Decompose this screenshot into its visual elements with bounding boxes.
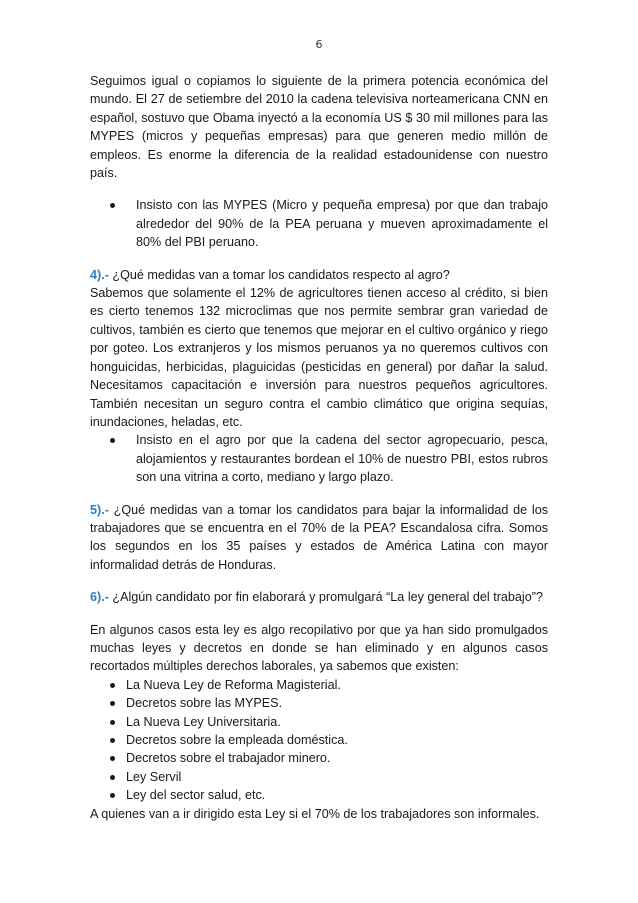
bullet-icon <box>110 793 115 798</box>
bullet-icon <box>110 775 115 780</box>
closing-line: A quienes van a ir dirigido esta Ley si el 70% de los trabajadores son informales. <box>90 806 540 821</box>
question-text: ¿Algún candidato por fin elaborará y promulgará “La ley general del trabajo”? <box>108 590 543 605</box>
bullet-icon <box>110 720 115 725</box>
law-paragraph: En algunos casos esta ley es algo recopilativo por que ya han sido promulgados muchas leyes y decretos en donde se han eliminado y en algunos casos recortados múltiples derechos laborales, ya sabemos que existen: <box>90 622 548 674</box>
bullet-text: Ley del sector salud, etc. <box>126 788 266 803</box>
question-number: 4).- <box>90 267 109 282</box>
bullet-icon <box>110 683 115 688</box>
bullet-icon <box>110 738 115 743</box>
bullet-icon <box>110 701 115 706</box>
list-item <box>98 768 548 786</box>
bullet-text: Insisto en el agro por que la cadena del sector agropecuario, pesca, alojamientos y restaurantes bordean el 10% de nuestro PBI, estos rubros son una vitrina a corto, mediano y largo plazo. <box>136 433 548 485</box>
question-number: 5).- <box>90 502 109 517</box>
bullet-text: Decretos sobre las MYPES. <box>126 696 283 711</box>
list-item <box>98 713 548 731</box>
list-item <box>98 431 548 486</box>
bullet-text: Decretos sobre el trabajador minero. <box>126 751 331 766</box>
agro-bullet-list <box>98 431 548 486</box>
bullet-text: Insisto con las MYPES (Micro y pequeña empresa) por que dan trabajo alrededor del 90% de la PEA peruana y mueven aproximadamente el 80% del PBI peruano. <box>136 198 548 250</box>
agro-paragraph: Sabemos que solamente el 12% de agricultores tienen acceso al crédito, si bien es cierto tenemos 132 microclimas que nos permite sembrar gran variedad de cultivos, también es cierto que tenemos que mejorar en el cultivo orgánico y riego por goteo. Los extranjeros y los mismos peruanos ya no queremos cultivos con honguicidas, herbicidas, plaguicidas (pesticidas en general) por dañar la salud. Necesitamos capacitación e inversión para nuestros pequeños agricultores. También necesitan un seguro contra el cambio climático que origina sequías, inundaciones, heladas, etc. <box>90 286 548 429</box>
bullet-text: La Nueva Ley de Reforma Magisterial. <box>126 677 341 692</box>
list-item <box>98 694 548 712</box>
page-number: 6 <box>315 38 323 51</box>
question-4 <box>90 266 548 284</box>
page-content <box>90 72 548 823</box>
mypes-bullet-list <box>98 196 548 251</box>
list-item <box>98 196 548 251</box>
question-5 <box>90 501 548 575</box>
question-6 <box>90 588 548 606</box>
list-item <box>98 786 548 804</box>
law-bullet-list <box>98 676 548 805</box>
bullet-text: Ley Servil <box>126 769 182 784</box>
list-item <box>98 749 548 767</box>
list-item <box>98 676 548 694</box>
bullet-text: La Nueva Ley Universitaria. <box>126 714 281 729</box>
bullet-icon <box>110 756 115 761</box>
bullet-text: Decretos sobre la empleada doméstica. <box>126 733 348 747</box>
intro-paragraph: Seguimos igual o copiamos lo siguiente de la primera potencia económica del mundo. El 27 de setiembre del 2010 la cadena televisiva norteamericana CNN en español, sostuvo que Obama inyectó a la economía US $ 30 mil millones para las MYPES (micros y pequeñas empresas) para que generen medio millón de empleos. Es enorme la diferencia de la realidad estadounidense con nuestro país. <box>90 74 548 181</box>
question-number: 6).- <box>90 590 109 605</box>
bullet-icon <box>110 203 115 208</box>
bullet-icon <box>110 438 115 443</box>
question-text: ¿Qué medidas van a tomar los candidatos para bajar la informalidad de los trabajadores que se encuentra en el 70% de la PEA? Escandalosa cifra. Somos los segundos en los 35 países y estados de América Latina con mayor informalidad detrás de Honduras. <box>90 502 548 572</box>
question-text: ¿Qué medidas van a tomar los candidatos respecto al agro? <box>108 267 450 282</box>
list-item <box>98 731 548 749</box>
